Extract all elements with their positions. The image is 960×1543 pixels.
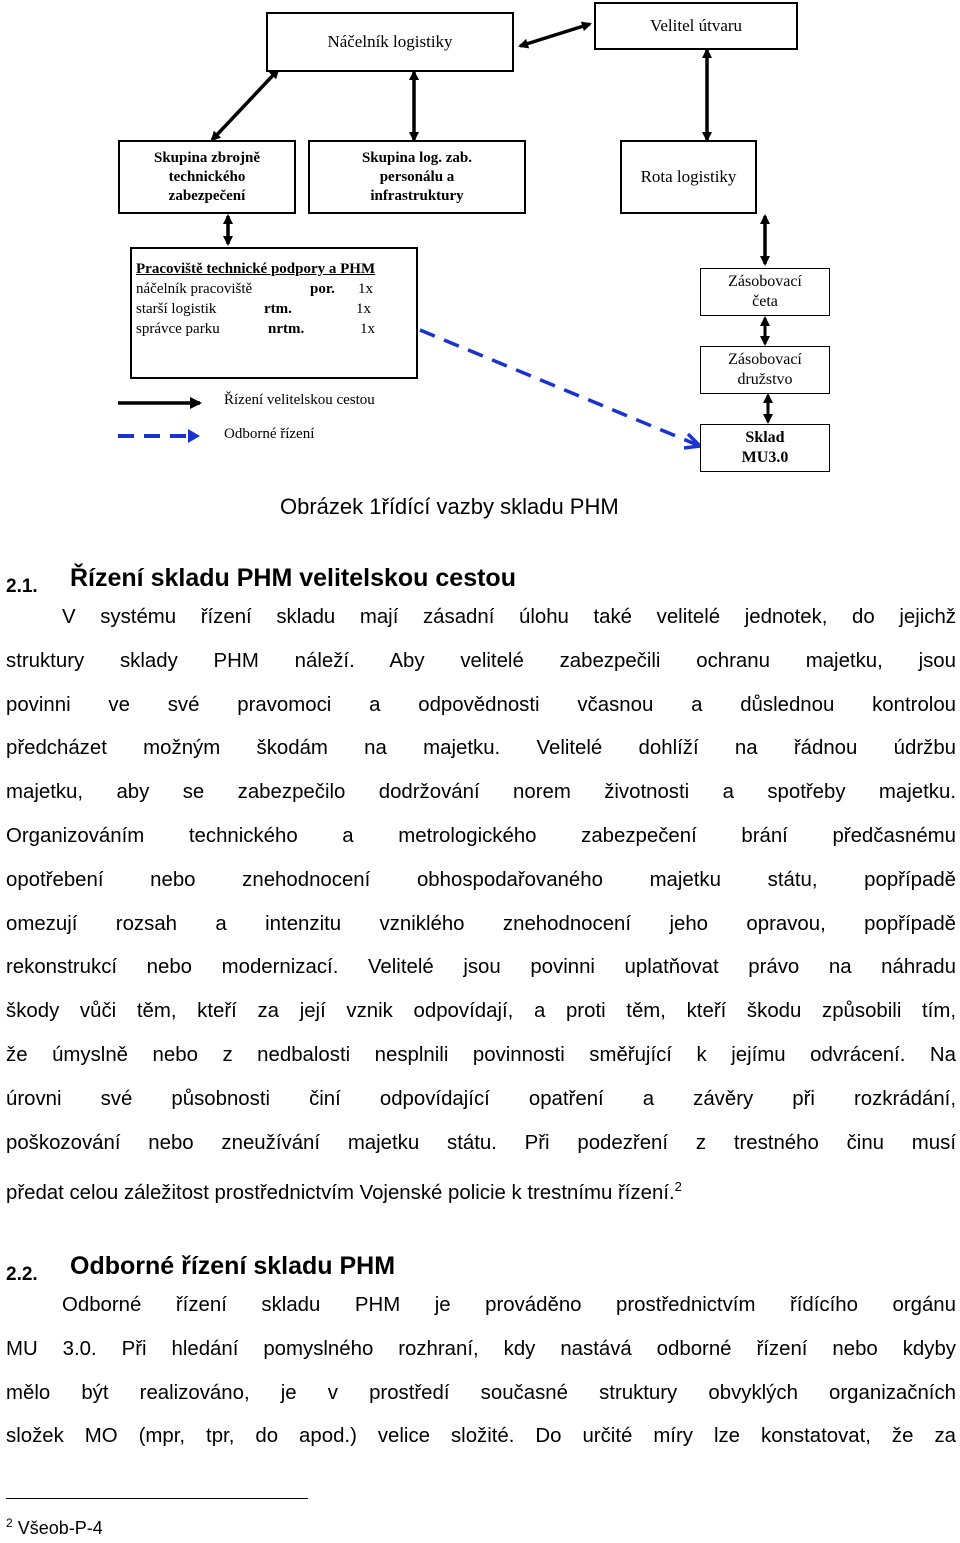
s1-line-1: V systému řízení skladu mají zásadní úlohu také velitelé jednotek, do jejichž (62, 606, 956, 628)
footnote-divider (6, 1498, 308, 1499)
pracoviste-row3-rank: nrtm. (268, 321, 305, 337)
section-2-title: Odborné řízení skladu PHM (70, 1252, 396, 1280)
org-diagram (0, 0, 960, 480)
footnote-ref[interactable]: 2 (674, 1179, 682, 1195)
s1-line-14 (6, 1165, 956, 1216)
sklad-line2: MU3.0 (741, 449, 789, 466)
box-skupina-zbrojne-line3: zabezpečení (168, 187, 246, 204)
box-nacelnik-label: Náčelník logistiky (327, 32, 453, 51)
s1-line-12: úrovni své působnosti činí odpovídající opatření a závěry při rozkrádání, (6, 1087, 956, 1110)
s1-line-8: omezují rozsah a intenzitu vzniklého znehodnocení jeho opravou, popřípadě (6, 912, 956, 935)
ceta-line2: četa (752, 293, 778, 310)
box-skupina-zbrojne-line1: Skupina zbrojně (153, 149, 260, 166)
section-1-number: 2.1. (6, 576, 38, 597)
link-nacelnik-zbrojne (212, 70, 278, 140)
druzstvo-line1: Zásobovací (728, 351, 802, 368)
pracoviste-row1-label: náčelník pracoviště (136, 281, 253, 297)
pracoviste-row2-count: 1x (356, 301, 371, 317)
footnote-number: 2 (6, 1516, 13, 1530)
s2-line-3: mělo být realizováno, je v prostředí současné struktury obvyklých organizačních (6, 1381, 956, 1404)
s1-line-13: poškozování nebo zneužívání majetku státu. Při podezření z trestného činu musí (6, 1131, 956, 1154)
s1-line-10: škody vůči těm, kteří za její vznik odpovídají, a proti těm, kteří škodu způsobili tím, (6, 1000, 956, 1023)
box-skupina-zbrojne-line2: technického (168, 168, 246, 185)
pracoviste-title: Pracoviště technické podpory a PHM (136, 261, 376, 277)
link-pracoviste-sklad-dashed (420, 330, 700, 446)
box-skupina-zbrojne (118, 140, 296, 214)
section-2-number: 2.2. (6, 1264, 38, 1285)
s1-line-4: předcházet možným škodám na majetku. Velitelé dohlíží na řádnou údržbu (6, 737, 956, 760)
section-1-title: Řízení skladu PHM velitelskou cestou (70, 564, 516, 592)
s1-line-11: že úmyslně nebo z nedbalosti nesplnili povinnosti směřující k jejímu odvrácení. Na (6, 1043, 956, 1066)
box-skupina-log (308, 140, 526, 214)
box-rota-logistiky (620, 140, 757, 214)
box-pracoviste (130, 247, 418, 379)
box-skupina-log-line3: infrastruktury (370, 187, 464, 204)
figure-caption: Obrázek 1řídící vazby skladu PHM (280, 494, 619, 519)
legend-professional-label: Odborné řízení (224, 426, 315, 442)
pracoviste-row3-count: 1x (360, 321, 375, 337)
s1-line-3: povinni ve své pravomoci a odpovědnosti včasnou a důslednou kontrolou (6, 693, 956, 716)
link-nacelnik-velitel (520, 24, 590, 46)
druzstvo-line2: družstvo (737, 371, 793, 388)
box-skupina-log-line2: personálu a (379, 168, 455, 185)
diagram-connectors (0, 0, 960, 480)
s1-line-5: majetku, aby se zabezpečilo dodržování norem životnosti a spotřeby majetku. (6, 781, 956, 804)
box-rota-label: Rota logistiky (640, 167, 737, 186)
pracoviste-row2-label: starší logistik (136, 301, 217, 317)
pracoviste-row1-rank: por. (310, 281, 335, 297)
section-1-body (6, 596, 956, 1216)
s2-line-2: MU 3.0. Při hledání pomyslného rozhraní, kdy nastává odborné řízení nebo kdyby (6, 1337, 956, 1360)
box-nacelnik-logistiky (266, 12, 514, 72)
box-velitel-utvaru (594, 2, 798, 50)
box-zasobovaci-ceta (700, 268, 830, 316)
ceta-line1: Zásobovací (728, 273, 802, 290)
s1-line-14-text: předat celou záležitost prostřednictvím Vojenské policie k trestnímu řízení. (6, 1182, 675, 1205)
box-zasobovaci-druzstvo (700, 346, 830, 394)
s2-line-4: složek MO (mpr, tpr, do apod.) velice složité. Do určité míry lze konstatovat, že za (6, 1425, 956, 1448)
box-sklad (700, 424, 830, 472)
s2-line-1: Odborné řízení skladu PHM je prováděno prostřednictvím řídícího orgánu (62, 1294, 956, 1316)
pracoviste-row2-rank: rtm. (264, 301, 292, 317)
s1-line-9: rekonstrukcí nebo modernizací. Velitelé jsou povinni uplatňovat právo na náhradu (6, 956, 956, 979)
sklad-line1: Sklad (745, 429, 785, 446)
legend-professional-arrowhead (188, 429, 200, 443)
box-velitel-label: Velitel útvaru (649, 16, 743, 35)
footnote-text: Všeob-P-4 (17, 1518, 103, 1538)
box-skupina-log-line1: Skupina log. zab. (361, 149, 473, 166)
footnote (6, 1516, 103, 1539)
s1-line-6: Organizováním technického a metrologického zabezpečení brání předčasnému (6, 824, 956, 847)
s1-line-7: opotřebení nebo znehodnocení obhospodařovaného majetku státu, popřípadě (6, 868, 956, 891)
s1-line-2: struktury sklady PHM náleží. Aby velitelé zabezpečili ochranu majetku, jsou (6, 649, 956, 672)
pracoviste-row1-count: 1x (358, 281, 373, 297)
pracoviste-row3-label: správce parku (136, 321, 220, 337)
legend-command-label: Řízení velitelskou cestou (224, 392, 375, 408)
section-2-body (6, 1284, 956, 1459)
